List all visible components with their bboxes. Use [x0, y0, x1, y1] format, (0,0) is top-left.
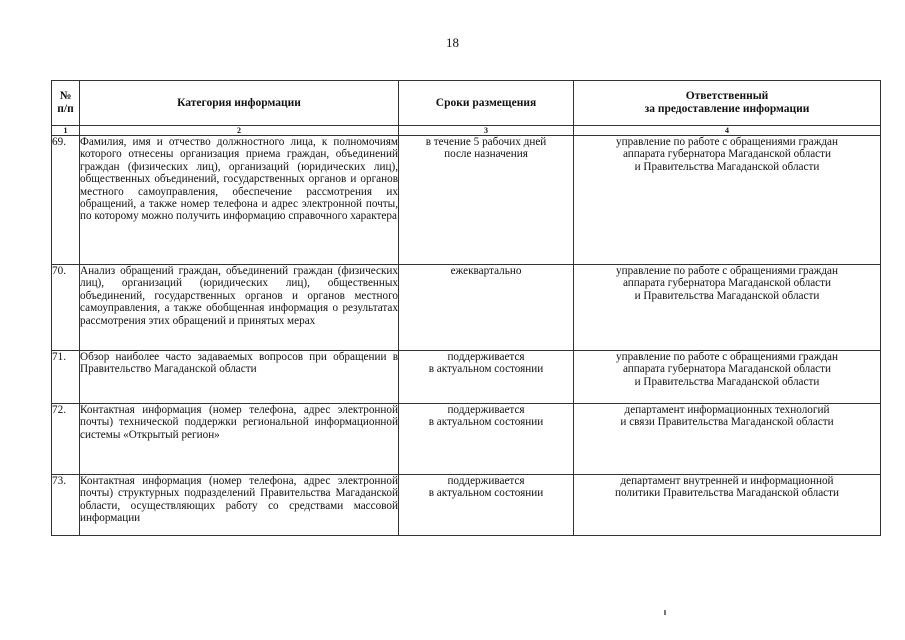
- row-term: поддерживается в актуальном состоянии: [399, 475, 574, 536]
- information-table: [51, 80, 881, 536]
- row-responsible: управление по работе с обращениями граждан аппарата губернатора Магаданской области и Правительства Магаданской области: [574, 265, 881, 351]
- row-number: 73.: [52, 475, 80, 536]
- row-number: 69.: [52, 136, 80, 265]
- row-term: поддерживается в актуальном состоянии: [399, 404, 574, 475]
- row-number: 71.: [52, 351, 80, 404]
- column-number: 4: [574, 126, 881, 136]
- row-responsible: управление по работе с обращениями граждан аппарата губернатора Магаданской области и Правительства Магаданской области: [574, 351, 881, 404]
- page-number: 18: [446, 35, 459, 50]
- table-row: [52, 475, 881, 536]
- row-category: Обзор наиболее часто задаваемых вопросов при обращении в Правительство Магаданской области: [80, 351, 399, 404]
- column-number-row: [52, 126, 881, 136]
- table-row: [52, 351, 881, 404]
- header-term: Сроки размещения: [399, 81, 574, 126]
- row-category: Контактная информация (номер телефона, адрес электронной почты) технической поддержки региональной информационной системы «Открытый регион»: [80, 404, 399, 475]
- table-header-row: [52, 81, 881, 126]
- table-row: [52, 136, 881, 265]
- header-responsible: Ответственный за предоставление информации: [574, 81, 881, 126]
- row-responsible: департамент информационных технологий и связи Правительства Магаданской области: [574, 404, 881, 475]
- row-responsible: департамент внутренней и информационной политики Правительства Магаданской области: [574, 475, 881, 536]
- row-number: 72.: [52, 404, 80, 475]
- column-number: 1: [52, 126, 80, 136]
- row-term: поддерживается в актуальном состоянии: [399, 351, 574, 404]
- row-category: Фамилия, имя и отчество должностного лица, к полномочиям которого отнесены организация приема граждан, объединений граждан (физических лиц), организаций (юридических лиц), общественных объединений, государственных органов и органов местного самоуправления, обеспечение рассмотрения их обращений, а также номер телефона и адрес электронной почты, по которому можно получить информацию справочного характера: [80, 136, 399, 265]
- column-number: 3: [399, 126, 574, 136]
- column-number: 2: [80, 126, 399, 136]
- header-category: Категория информации: [80, 81, 399, 126]
- table-row: [52, 404, 881, 475]
- table-row: [52, 265, 881, 351]
- row-term: в течение 5 рабочих дней после назначения: [399, 136, 574, 265]
- scan-mark: [664, 610, 666, 615]
- header-num: № п/п: [52, 81, 80, 126]
- row-category: Анализ обращений граждан, объединений граждан (физических лиц), организаций (юридических лиц), общественных объединений, государственных органов и органов местного самоуправления, а также обобщенная информация о результатах рассмотрения этих обращений и принятых мерах: [80, 265, 399, 351]
- row-term: ежеквартально: [399, 265, 574, 351]
- row-number: 70.: [52, 265, 80, 351]
- row-responsible: управление по работе с обращениями граждан аппарата губернатора Магаданской области и Правительства Магаданской области: [574, 136, 881, 265]
- row-category: Контактная информация (номер телефона, адрес электронной почты) структурных подразделений Правительства Магаданской области, осуществляющих работу со средствами массовой информации: [80, 475, 399, 536]
